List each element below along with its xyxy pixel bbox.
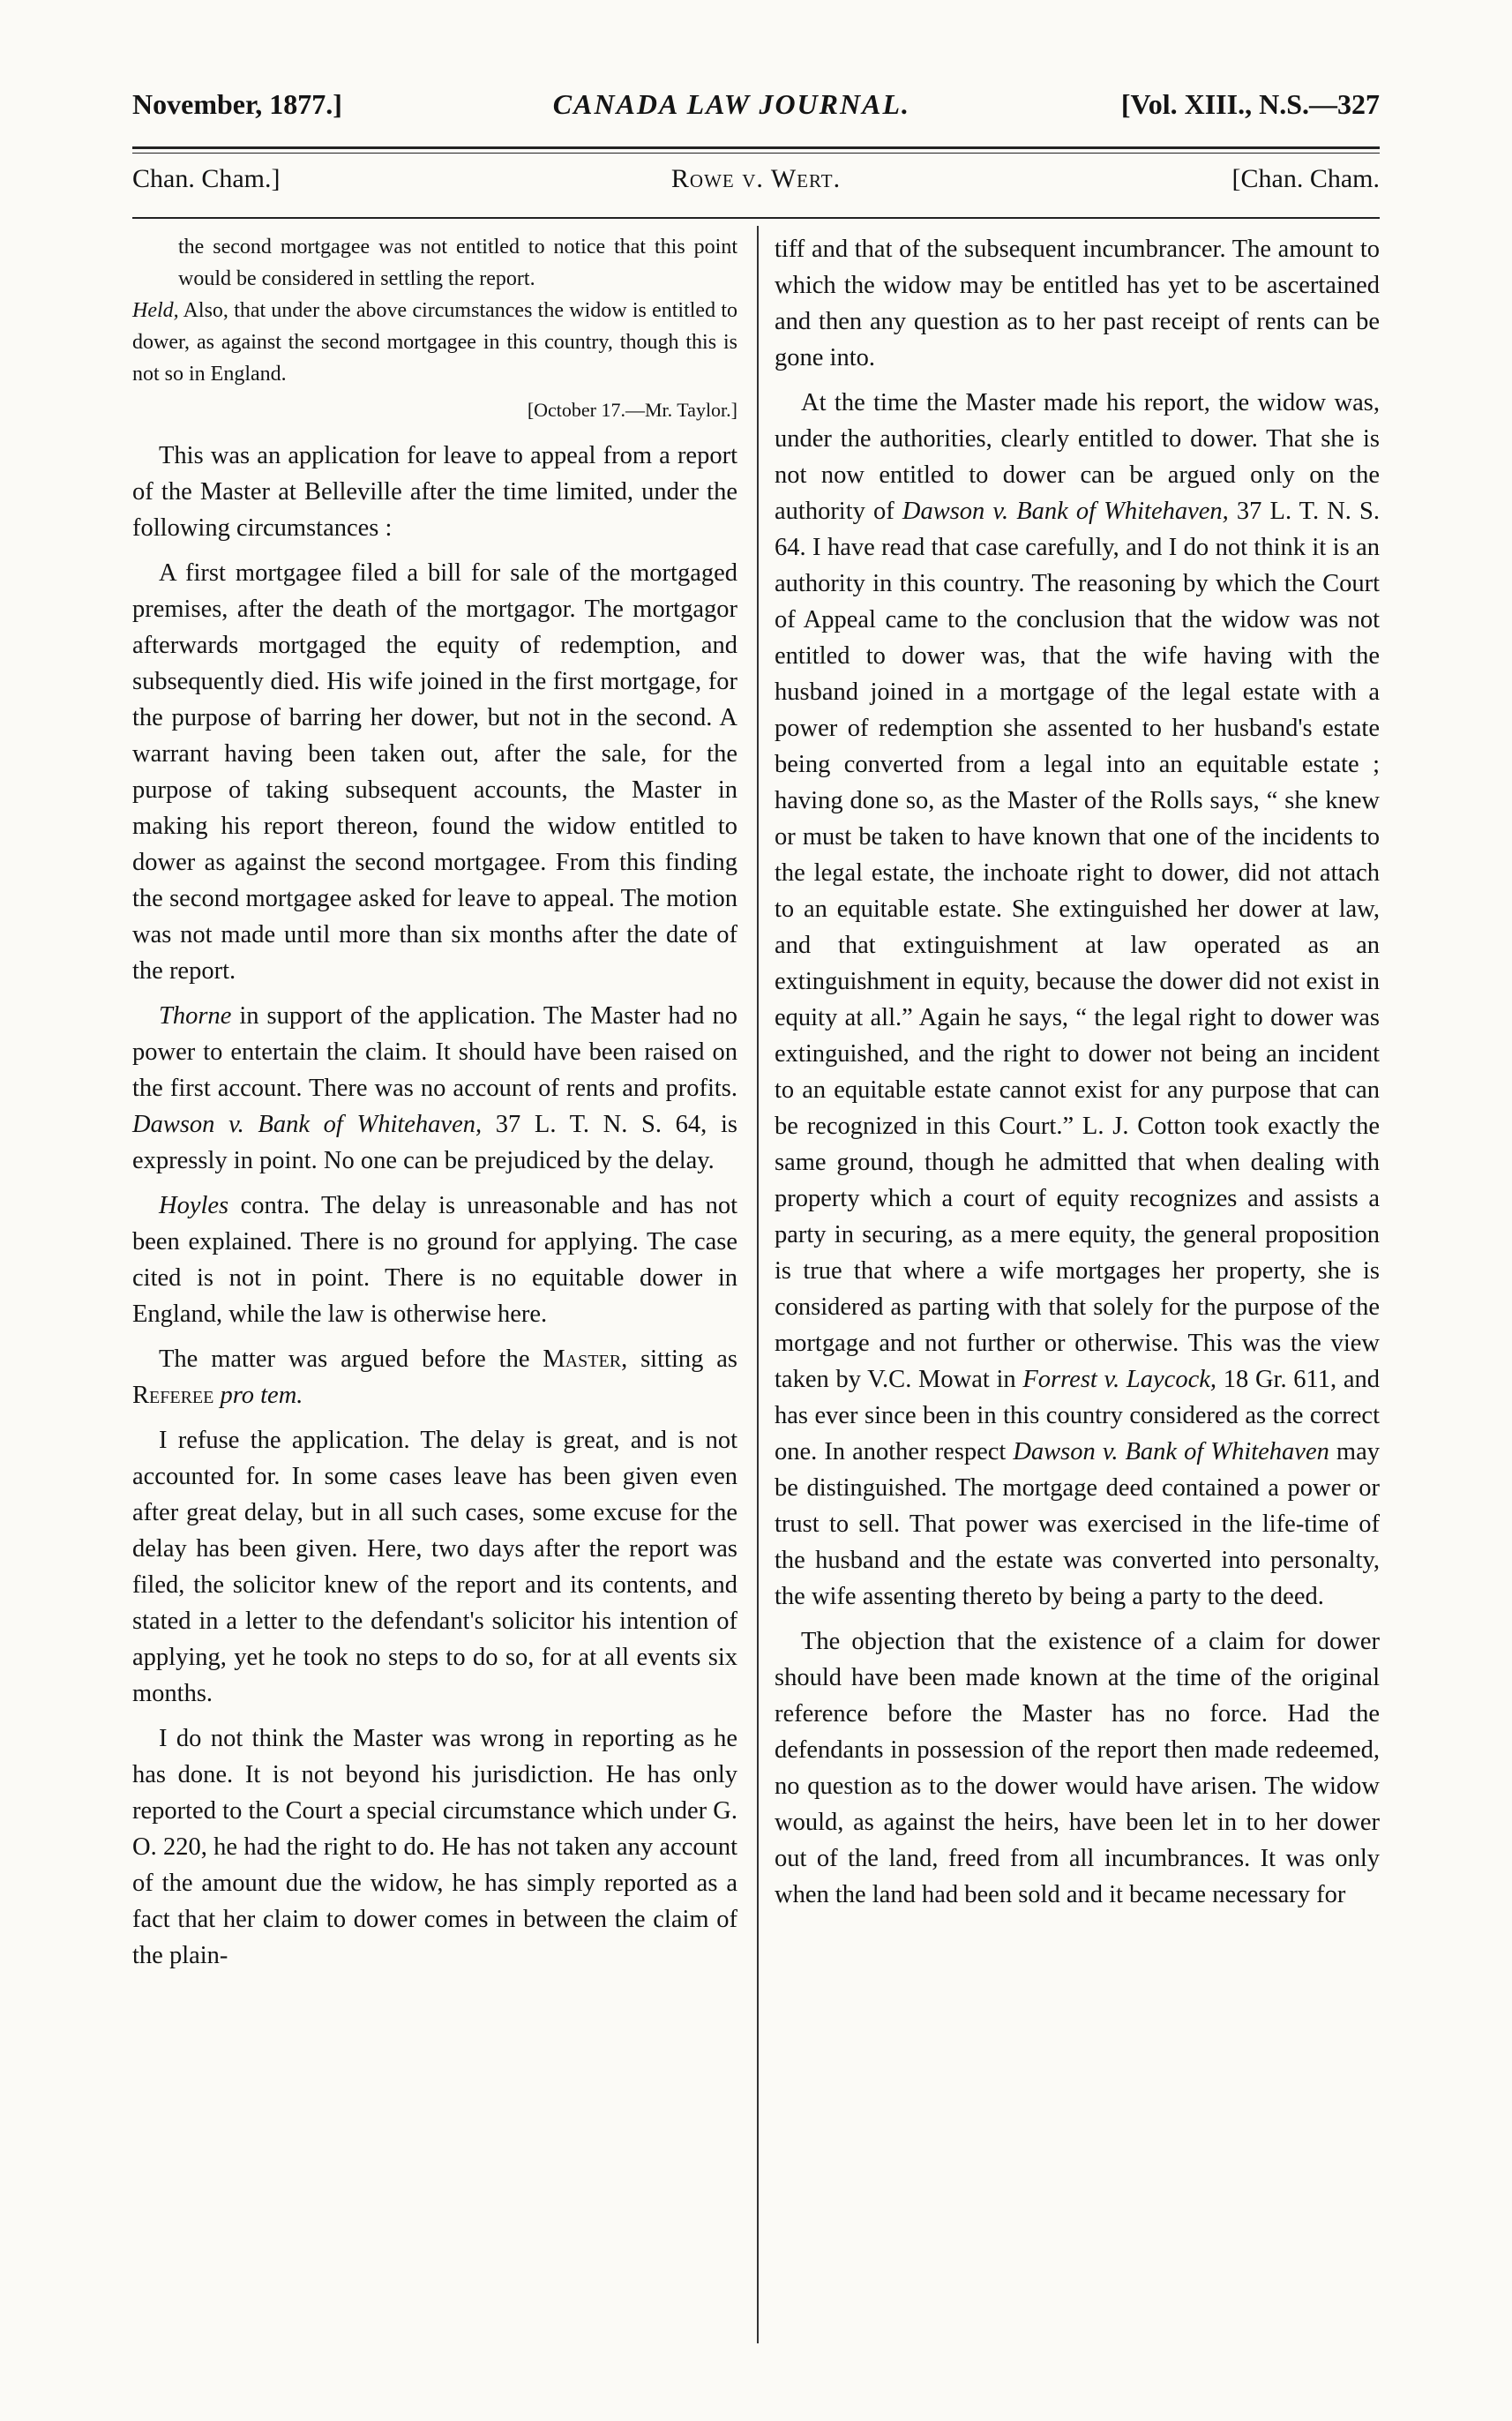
paragraph-judgment: I refuse the application. The delay is great, and is not accounted for. In some cases leave has been given even after great delay, but in all such cases, some excuse for the delay has been given. Here, two days after the report was filed, the solicitor knew of the report and its contents, and stated in a letter to the defendant's solicitor his intention of applying, yet he took no steps to do so, for at all events six months. [132, 1427, 737, 1707]
paragraph-argument-thorne: Thorne in support of the application. The Master had no power to entertain the claim. It should have been raised on the first account. There was no account of rents and profits. Dawson v. Bank of Whitehaven, 37 L. T. N. S. 64, is expressly in point. No one can be prejudiced by the delay. [132, 1002, 737, 1174]
paragraph-judgment: The objection that the existence of a claim for dower should have been made known at the time of the original reference before the Master has no force. Had the defendants in possession of the report then made redeemed, no question as to the dower would have arisen. The widow would, as against the heirs, have been let in to her dower out of the land, freed from all incumbrances. It was only when the land had been sold and it became necessary for [775, 1628, 1380, 1908]
column-divider [757, 226, 759, 2343]
paragraph-argued-before: The matter was argued before the Master, sitting as Referee pro tem. [132, 1345, 737, 1409]
headnote-held [132, 295, 737, 390]
case-citation: Forrest v. Laycock, [1022, 1366, 1217, 1393]
paragraph: This was an application for leave to appeal from a report of the Master at Belleville after the time limited, under the following circumstances : [132, 442, 737, 542]
left-column [132, 231, 737, 1974]
court-right: [Chan. Cham. [1231, 164, 1380, 193]
case-subheader [132, 164, 1380, 208]
court-left: Chan. Cham.] [132, 164, 281, 193]
volume-page: [Vol. XIII., N.S.—327 [1120, 88, 1380, 120]
case-citation: Dawson v. Bank of Whitehaven [1013, 1438, 1329, 1465]
headnote-line: the second mortgagee was not entitled to notice that this point would be considered in settling the report. [178, 236, 737, 290]
right-column [775, 231, 1380, 1913]
held-text: Also, that under the above circumstances the widow is entitled to dower, as against the second mortgagee in this country, though this is not so in England. [132, 299, 737, 386]
case-citation: Dawson v. Bank of Whitehaven, [132, 1111, 483, 1138]
paragraph: A first mortgagee filed a bill for sale of the mortgaged premises, after the death of the mortgagor. The mortgagor afterwards mortgaged the equity of redemption, and subsequently died. His wife joined in the first mortgage, for the purpose of barring her dower, but not in the second. A warrant having been taken out, after the sale, for the purpose of taking subsequent accounts, the Master in making his report thereon, found the widow entitled to dower as against the second mortgagee. From this finding the second mortgagee asked for leave to appeal. The motion was not made until more than six months after the date of the report. [132, 559, 737, 985]
case-citation: Dawson v. Bank of Whitehaven, [902, 498, 1229, 525]
issue-date: November, 1877.] [132, 88, 342, 120]
decision-date: [October 17.—Mr. Taylor.] [527, 399, 737, 421]
paragraph-continued: tiff and that of the subsequent incumbrancer. The amount to which the widow may be entitled has yet to be ascertained and then any question as to her past receipt of rents can be gone into. [775, 236, 1380, 371]
counsel-name: Thorne [159, 1002, 232, 1030]
subheader-rule [132, 217, 1380, 219]
paragraph-judgment: At the time the Master made his report, the widow was, under the authorities, clearly entitled to dower. That she is not now entitled to dower can be argued only on the authority of Dawson v. Bank of Whitehaven, 37 L. T. N. S. 64. I have read that case carefully, and I do not think it is an authority in this country. The reasoning by which the Court of Appeal came to the conclusion that the widow was not entitled to dower was, that the wife having with the husband joined in a mortgage of the legal estate with a power of redemption she assented to her husband's estate being converted from a legal into an equitable estate ; having done so, as the Master of the Rolls says, “ she knew or must be taken to have known that one of the incidents to the legal estate, the inchoate right to dower, did not attach to an equitable estate. She extinguished her dower at law, and that extinguishment at law operated as an extinguishment in equity, because the dower did not exist in equity at all.” Again he says, “ the legal right to dower was extinguished, and the right to dower not being an incident to an equitable estate cannot exist for any purpose that can be recognized in this Court.” L. J. Cotton took exactly the same ground, though he admitted that when dealing with property which a court of equity recognizes and assists a party in securing, as a mere equity, the general proposition is true that where a wife mortgages her property, she is considered as parting with that solely for the purpose of the mortgage and not further or otherwise. This was the view taken by V.C. Mowat in Forrest v. Laycock, 18 Gr. 611, and has ever since been in this country considered as the correct one. In another respect Dawson v. Bank of Whitehaven may be distinguished. The mortgage deed contained a power or trust to sell. That power was exercised in the life-time of the husband and the estate was converted into personalty, the wife assenting thereto by being a party to the deed. [775, 389, 1381, 1610]
journal-title: CANADA LAW JOURNAL. [552, 88, 910, 120]
running-head [132, 88, 1380, 138]
held-label: Held, [132, 299, 179, 322]
case-title: Rowe v. Wert. [670, 164, 842, 193]
headnote [132, 231, 737, 425]
paragraph-judgment: I do not think the Master was wrong in reporting as he has done. It is not beyond his jurisdiction. He has only reported to the Court a special circumstance which under G. O. 220, he had the right to do. He has not taken any account of the amount due the widow, he has simply reported as a fact that her claim to dower comes in between the claim of the plain- [132, 1725, 737, 1969]
counsel-name: Hoyles [159, 1192, 229, 1219]
header-rule [132, 146, 1380, 149]
header-rule-thin [132, 153, 1380, 154]
paragraph-argument-hoyles: Hoyles contra. The delay is unreasonable and has not been explained. There is no ground for applying. The case cited is not in point. There is no equitable dower in England, while the law is otherwise here. [132, 1192, 737, 1328]
